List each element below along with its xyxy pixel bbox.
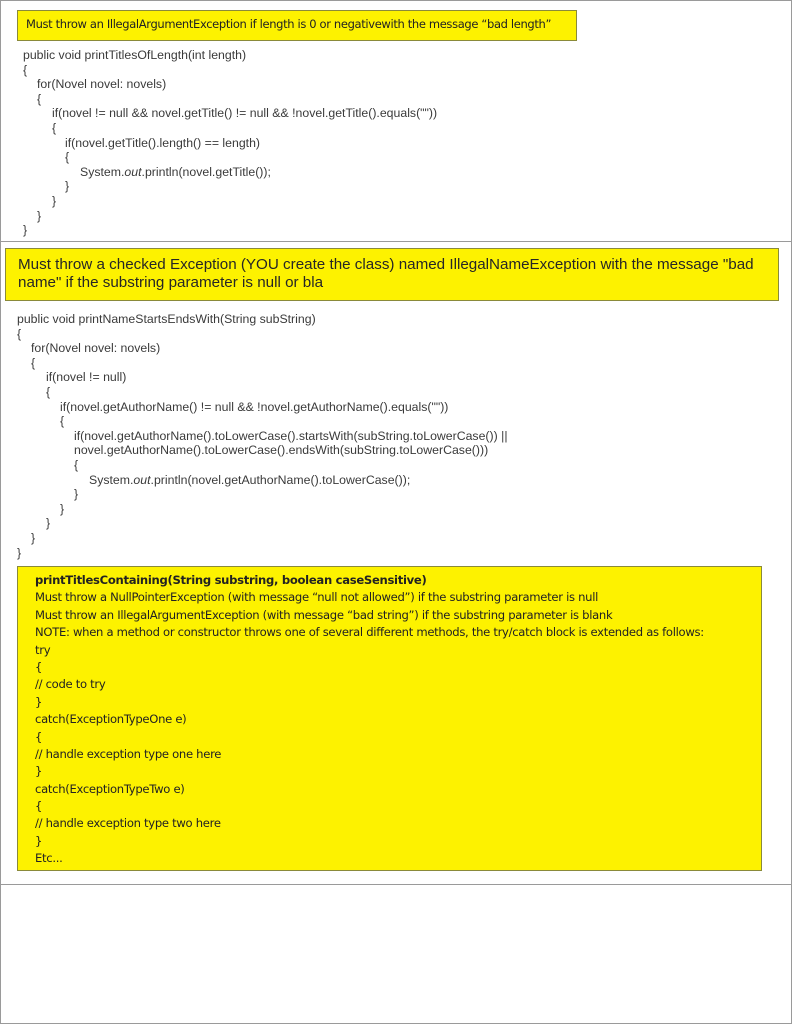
code-line xyxy=(17,473,508,488)
divider xyxy=(1,884,791,885)
code-fragment: .println(novel.getTitle()); xyxy=(141,164,271,179)
code-line: if(novel.getAuthorName().toLowerCase().startsWith(subString.toLowerCase()) || xyxy=(74,428,508,443)
note-line: } xyxy=(35,833,43,848)
note-length-text: Must throw an IllegalArgumentException if length is 0 or negativewith the message “bad length” xyxy=(26,17,552,31)
code-line: } xyxy=(37,208,42,223)
code-line: { xyxy=(52,120,57,135)
code-line: { xyxy=(60,414,65,429)
code-line xyxy=(23,165,437,180)
code-line: public void printNameStartsEndsWith(String subString) xyxy=(17,312,316,326)
note-line: // code to try xyxy=(35,677,106,692)
note-line: // handle exception type one here xyxy=(35,746,222,761)
note-line: catch(ExceptionTypeOne e) xyxy=(35,712,187,727)
code-line: if(novel != null) xyxy=(46,370,127,385)
note-line: } xyxy=(35,764,43,779)
code-line: { xyxy=(17,326,22,341)
code-fragment: .println(novel.getAuthorName().toLowerCase()); xyxy=(150,472,411,487)
code-fragment: System. xyxy=(89,472,134,487)
code-line: } xyxy=(52,193,57,208)
note-line: { xyxy=(35,729,43,744)
note-line: // handle exception type two here xyxy=(35,816,221,831)
code-line: for(Novel novel: novels) xyxy=(31,341,161,356)
note-line: Must throw a NullPointerException (with message “null not allowed”) if the substring parameter is null xyxy=(35,590,599,605)
code-fragment-italic: out xyxy=(124,164,142,179)
code-line: } xyxy=(17,545,22,560)
note-print-titles-containing xyxy=(17,566,762,871)
note-line: { xyxy=(35,799,43,814)
code-line: { xyxy=(74,457,79,472)
code-line: if(novel.getAuthorName() != null && !novel.getAuthorName().equals("")) xyxy=(60,399,449,414)
code-line: } xyxy=(74,487,79,502)
code-line: { xyxy=(37,91,42,106)
code-fragment: System. xyxy=(80,164,125,179)
code-print-titles-of-length xyxy=(23,48,437,238)
code-line: if(novel != null && novel.getTitle() != null && !novel.getTitle().equals("")) xyxy=(52,106,438,121)
code-line: { xyxy=(31,355,36,370)
code-line: { xyxy=(65,150,70,165)
code-fragment-italic: out xyxy=(133,472,151,487)
note-line: NOTE: when a method or constructor throws one of several different methods, the try/catch block is extended as follows: xyxy=(35,625,704,640)
code-line: } xyxy=(23,223,28,238)
note-line: try xyxy=(35,642,51,657)
code-line: { xyxy=(23,62,28,77)
code-line: public void printTitlesOfLength(int length) xyxy=(23,48,247,62)
code-line: { xyxy=(46,384,51,399)
note-line: } xyxy=(35,694,43,709)
method-signature: printTitlesContaining(String substring, boolean caseSensitive) xyxy=(35,573,427,587)
note-length-exception xyxy=(17,10,577,41)
code-line: } xyxy=(46,516,51,531)
note-line: { xyxy=(35,659,43,674)
divider xyxy=(1,241,791,242)
note-line: Etc... xyxy=(35,851,63,866)
code-line: } xyxy=(60,501,65,516)
note-illegal-name-text: Must throw a checked Exception (YOU create the class) named IllegalNameException with the message "bad name" if the substring parameter is null or bla xyxy=(18,256,754,291)
note-illegal-name-exception xyxy=(5,248,779,301)
note-line: catch(ExceptionTypeTwo e) xyxy=(35,781,185,796)
code-print-name-starts-ends-with xyxy=(17,312,508,560)
code-line: for(Novel novel: novels) xyxy=(37,77,167,92)
code-line: if(novel.getTitle().length() == length) xyxy=(65,135,261,150)
code-line: } xyxy=(31,530,36,545)
code-line: novel.getAuthorName().toLowerCase().endsWith(subString.toLowerCase())) xyxy=(74,443,489,458)
code-line: } xyxy=(65,179,70,194)
note-line: Must throw an IllegalArgumentException (with message “bad string”) if the substring parameter is blank xyxy=(35,607,613,622)
